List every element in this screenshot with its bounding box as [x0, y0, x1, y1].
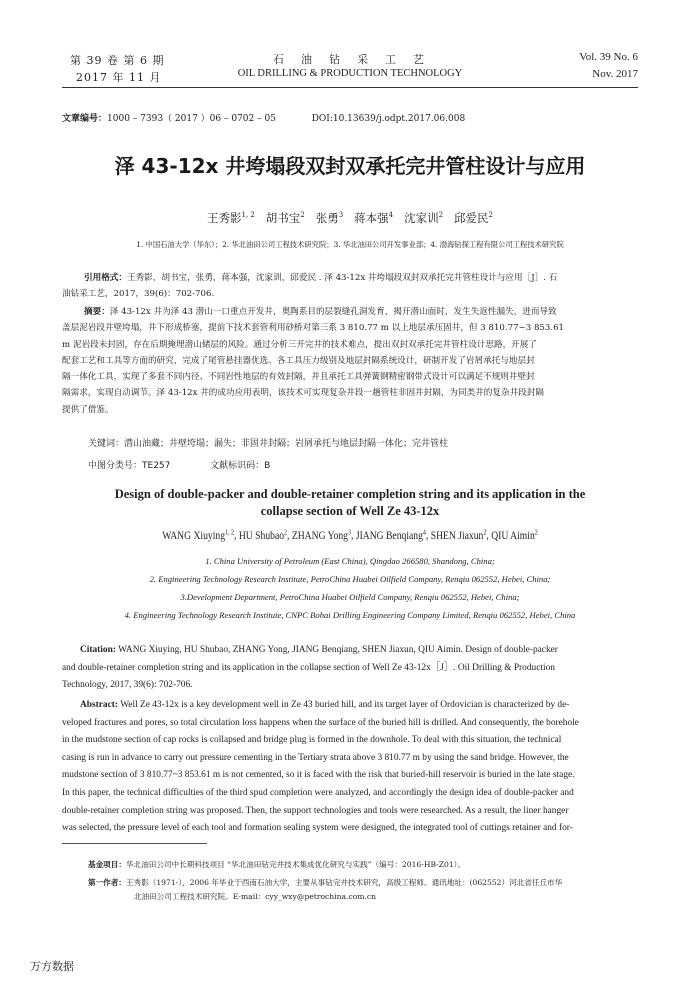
author-en: QIU Aimin$^2$ [491, 528, 538, 542]
title-en: Design of double-packer and double-retainer completion string and its application in the collapse section of Well Ze 43-12x [114, 487, 586, 518]
author-cn: 邱爱民$^2$ [454, 211, 494, 225]
affiliation-en: 3.Development Department, PetroChina Huabei Oilfield Company, Renqiu 062552, Hebei, China; [180, 592, 520, 602]
clc-label: 中图分类号： [88, 461, 143, 471]
footnote-rule [62, 843, 207, 844]
abstract-cn: 摘要：泽 43-12x 井为泽 43 潜山一口重点开发井，奥陶系目的层裂缝孔洞发育，揭开潜山面时，发生失返性漏失，进而导致 盖层泥岩段井壁垮塌，井下形成桥塞，提前下技术套管利用砂桥对第三系 3 810.77 m 以上地层承压固井，但 3 810.77~3 853.61 m 泥岩段未封固，存在后期掩埋潜山储层的风险。通过分析三开完井的技术难点，提出双封双承托完井管柱设计思路，开展了 配套工艺和工具等方面的研究，完成了尾管悬挂器优选、各工具压力级别及地层封隔系统设计，研制开发了岩屑承托与地层封 隔一体化工具，实现了多套不同内径、不同岩性地层的有效封隔，并且承托工具弹簧钢精密钢带式设计可以满足不规则井壁封 隔需求，实现自动调节。泽 43-12x 井的成功应用表明，该技术可实现复杂井段一趟管柱非固井封隔，为同类井的复杂井段封隔 提供了借鉴。 [62, 307, 565, 415]
doc-code-label: 文献标识码： [210, 461, 265, 471]
doi: DOI:10.13639/j.odpt.2017.06.008 [311, 114, 466, 124]
affiliation-en: 1. China University of Petroleum (East China), Qingdao 266580, Shandong, China; [205, 556, 495, 566]
fund-label: 基金项目： [88, 860, 126, 869]
article-no: 1000 – 7393（ 2017 ）06 – 0702 – 05 [107, 114, 276, 124]
fund-footnote: 基金项目：华北油田公司中长期科技项目 “华北油田钻完井技术集成优化研究与实践”（编号：2016-HB-Z01）。 [88, 860, 466, 869]
date-cn: 2017 年 11 月 [76, 71, 162, 84]
author-en: WANG Xiuying$^{1, 2}$ [162, 528, 235, 542]
abstract-en: Abstract: Well Ze 43-12x is a key development well in Ze 43 buried hill, and its target layer of Ordovician is characterized by de- veloped fractures and pores, so total circulation loss happens when the surface of the buried hill is drilled. And consequently, the borehole in the mudstone section of cap rocks is collapsed and bridge plug is formed in the downhole. To deal with this situation, the technical casing is run in advance to carry out pressure cementing in the Tertiary strata above 3 810.77 m by using the sand bridge. However, the mudstone section of 3 810.77~3 853.61 m is not cemented, so it is faced with the risk that buried-hill reservoir is buried in the late stage. In this paper, the technical difficulties of the third spud completion were analyzed, and accordingly the design idea of double-packer and double-retainer completion string was proposed. Then, the support technologies and tools were researched. As a result, the liner hanger was selected, the pressure level of each tool and formation sealing system were designed, the integrated tool of cuttings retainer and for- [62, 700, 579, 834]
author-cn: 胡书宝$^2$ [265, 211, 305, 225]
author-cn: 王秀影$^{1, 2}$ [206, 211, 255, 225]
citation-cn: 引用格式：王秀影，胡书宝，张勇，蒋本强，沈家训，邱爱民 . 泽 43-12x 井垮塌段双封双承托完井管柱设计与应用［J］. 石 油钻采工艺，2017，39(6)：702-706. [62, 273, 558, 300]
abstract-cn-label: 摘要： [84, 307, 110, 317]
volume-issue-cn: 第 39 卷 第 6 期 [70, 54, 165, 67]
authors-en: WANG Xiuying$^{1, 2}$, HU Shubao$^2$, ZHANG Yong$^3$, JIANG Benqiang$^4$, SHEN Jiaxun$^2$, QIU Aimin$^2$ [162, 528, 538, 542]
citation-en-label: Citation: [80, 645, 116, 655]
author-footnote: 第一作者：王秀影（1971-），2006 年毕业于西南石油大学，主要从事钻完井技术研究，高级工程师。通讯地址：(062552）河北省任丘市华 北油田公司工程技术研究院。E-mail：cyy_wxy@petrochina.com.cn [88, 878, 563, 901]
citation-en: Citation: WANG Xiuying, HU Shubao, ZHANG Yong, JIANG Benqiang, SHEN Jiaxun, QIU Aimin. Design of double-packer and double-retainer completion string and its application in the collapse section of Well Ze 43-12x［J］. Oil Drilling & Production Technology, 2017, 39(6): 702-706. [62, 645, 558, 691]
citation-cn-label: 引用格式： [84, 273, 127, 283]
wanfang-watermark: 万方数据 [30, 960, 74, 973]
affiliation-en: 2. Engineering Technology Research Institute, PetroChina Huabei Oilfield Company, Renqiu 062552, Hebei, China; [149, 574, 551, 584]
header-rule [62, 87, 638, 88]
author-en: HU Shubao$^2$ [238, 528, 288, 542]
keywords-label: 关键词： [88, 439, 125, 449]
first-author-label: 第一作者： [88, 878, 126, 887]
abstract-en-label: Abstract: [80, 700, 119, 710]
journal-name-cn: 石 油 钻 采 工 艺 [273, 53, 427, 66]
author-en: JIANG Benqiang$^4$ [355, 528, 426, 542]
affiliations-cn: 1. 中国石油大学（华东）；2. 华北油田公司工程技术研究院；3. 华北油田公司开发事业部；4. 渤海钻探工程有限公司工程技术研究院 [136, 240, 564, 249]
authors-cn [0, 210, 700, 226]
author-en: SHEN Jiaxun$^2$ [430, 528, 487, 542]
date-en: Nov. 2017 [592, 68, 638, 80]
article-no-label: 文章编号： [62, 114, 108, 124]
journal-name-en: OIL DRILLING & PRODUCTION TECHNOLOGY [237, 68, 463, 79]
author-cn: 蒋本强$^4$ [354, 211, 394, 225]
title-cn: 泽 43-12x 井垮塌段双封双承托完井管柱设计与应用 [114, 154, 586, 178]
classification-cn: 中图分类号：TE257 文献标识码：B [88, 461, 271, 471]
article-meta [62, 111, 465, 124]
volume-issue-en: Vol. 39 No. 6 [579, 51, 638, 63]
author-en: ZHANG Yong$^3$ [291, 528, 352, 542]
affiliation-en: 4. Engineering Technology Research Institute, CNPC Bohai Drilling Engineering Company Limited, Renqiu 062552, Hebei, China [124, 610, 576, 620]
author-cn: 沈家训$^2$ [404, 211, 444, 225]
keywords-cn: 关键词：潜山油藏；井壁垮塌；漏失；非固井封隔；岩屑承托与地层封隔一体化；完井管柱 [88, 439, 449, 449]
author-cn: 张勇$^3$ [315, 211, 344, 225]
